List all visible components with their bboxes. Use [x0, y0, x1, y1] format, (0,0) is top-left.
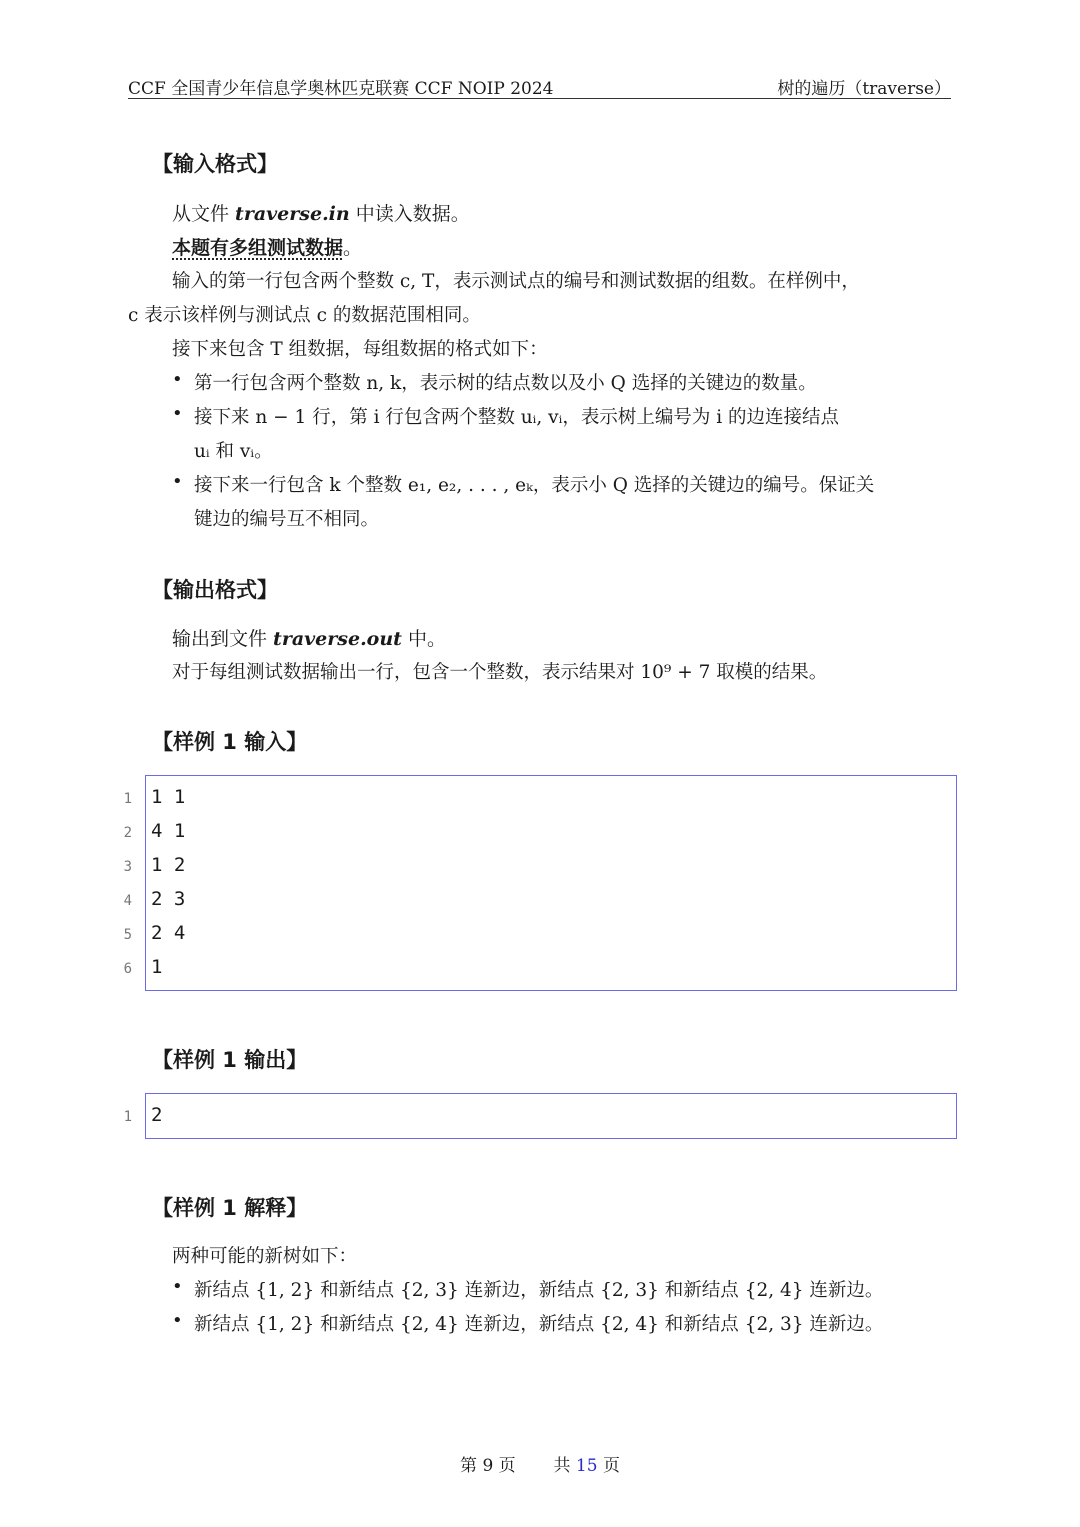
input-file-name: traverse.in [235, 203, 350, 225]
input-bullet-2: 接下来 n − 1 行，第 i 行包含两个整数 uᵢ, vᵢ，表示树上编号为 i 的边连接结点 [194, 407, 840, 428]
line-number: 5 [123, 927, 132, 943]
explain-bullet-1: 新结点 {1, 2} 和新结点 {2, 3} 连新边，新结点 {2, 3} 和新结点 {2, 4} 连新边。 [194, 1280, 884, 1301]
total-pages: 15 [575, 1456, 598, 1476]
input-first-line-desc: 输入的第一行包含两个整数 c, T，表示测试点的编号和测试数据的组数。在样例中， [172, 271, 860, 292]
page-header [128, 74, 951, 99]
sample-input-line: 2 3 [151, 888, 186, 910]
sample-input-line: 1 1 [151, 786, 186, 808]
bullet-dot: • [172, 471, 183, 492]
input-format-title: 【输入格式】 [152, 152, 278, 176]
input-bullet-1: 第一行包含两个整数 n, k，表示树的结点数以及小 Q 选择的关键边的数量。 [194, 373, 817, 394]
page-footer: 第 9 页 共 15 页 [460, 1456, 620, 1476]
sample-output-title: 【样例 1 输出】 [152, 1048, 308, 1072]
output-desc: 对于每组测试数据输出一行，包含一个整数，表示结果对 10⁹ + 7 取模的结果。 [172, 662, 828, 683]
input-bullet-3: 接下来一行包含 k 个整数 e₁, e₂, . . . , eₖ，表示小 Q 选择的关键边的编号。保证关 [194, 475, 875, 496]
header-problem-title: 树的遍历（traverse） [777, 79, 951, 99]
line-number: 1 [123, 1109, 132, 1125]
input-bullet-3-cont: 键边的编号互不相同。 [194, 509, 380, 530]
line-number: 6 [123, 961, 132, 977]
bullet-dot: • [172, 403, 183, 424]
page-number: 9 [482, 1456, 494, 1476]
sample-input-box [145, 775, 957, 991]
multi-test-note: 本题有多组测试数据。 [172, 237, 363, 259]
sample-explain-title: 【样例 1 解释】 [152, 1196, 308, 1220]
line-number: 2 [123, 825, 132, 841]
line-number: 3 [123, 859, 132, 875]
input-file-line: 从文件 traverse.in 中读入数据。 [172, 203, 470, 225]
output-format-title: 【输出格式】 [152, 578, 278, 602]
line-number: 1 [123, 791, 132, 807]
sample-output-box [145, 1093, 957, 1139]
line-number: 4 [123, 893, 132, 909]
sample-input-line: 1 2 [151, 854, 186, 876]
sample-input-line: 4 1 [151, 820, 186, 842]
sample-output-line: 2 [151, 1104, 163, 1126]
sample-explain-intro: 两种可能的新树如下： [172, 1246, 358, 1267]
input-groups-desc: 接下来包含 T 组数据，每组数据的格式如下： [172, 339, 548, 360]
sample-input-title: 【样例 1 输入】 [152, 730, 308, 754]
sample-input-line: 1 [151, 956, 163, 978]
input-bullet-2-cont: uᵢ 和 vᵢ。 [194, 441, 273, 462]
bullet-dot: • [172, 1276, 183, 1297]
sample-input-line: 2 4 [151, 922, 186, 944]
multi-test-emphasis: 本题有多组测试数据 [172, 237, 344, 259]
header-contest-title: CCF 全国青少年信息学奥林匹克联赛 CCF NOIP 2024 [128, 79, 554, 99]
input-first-line-desc-cont: c 表示该样例与测试点 c 的数据范围相同。 [128, 305, 481, 326]
output-file-line: 输出到文件 traverse.out 中。 [172, 628, 446, 650]
bullet-dot: • [172, 369, 183, 390]
output-file-name: traverse.out [273, 628, 402, 650]
explain-bullet-2: 新结点 {1, 2} 和新结点 {2, 4} 连新边，新结点 {2, 4} 和新结点 {2, 3} 连新边。 [194, 1314, 884, 1335]
bullet-dot: • [172, 1310, 183, 1331]
